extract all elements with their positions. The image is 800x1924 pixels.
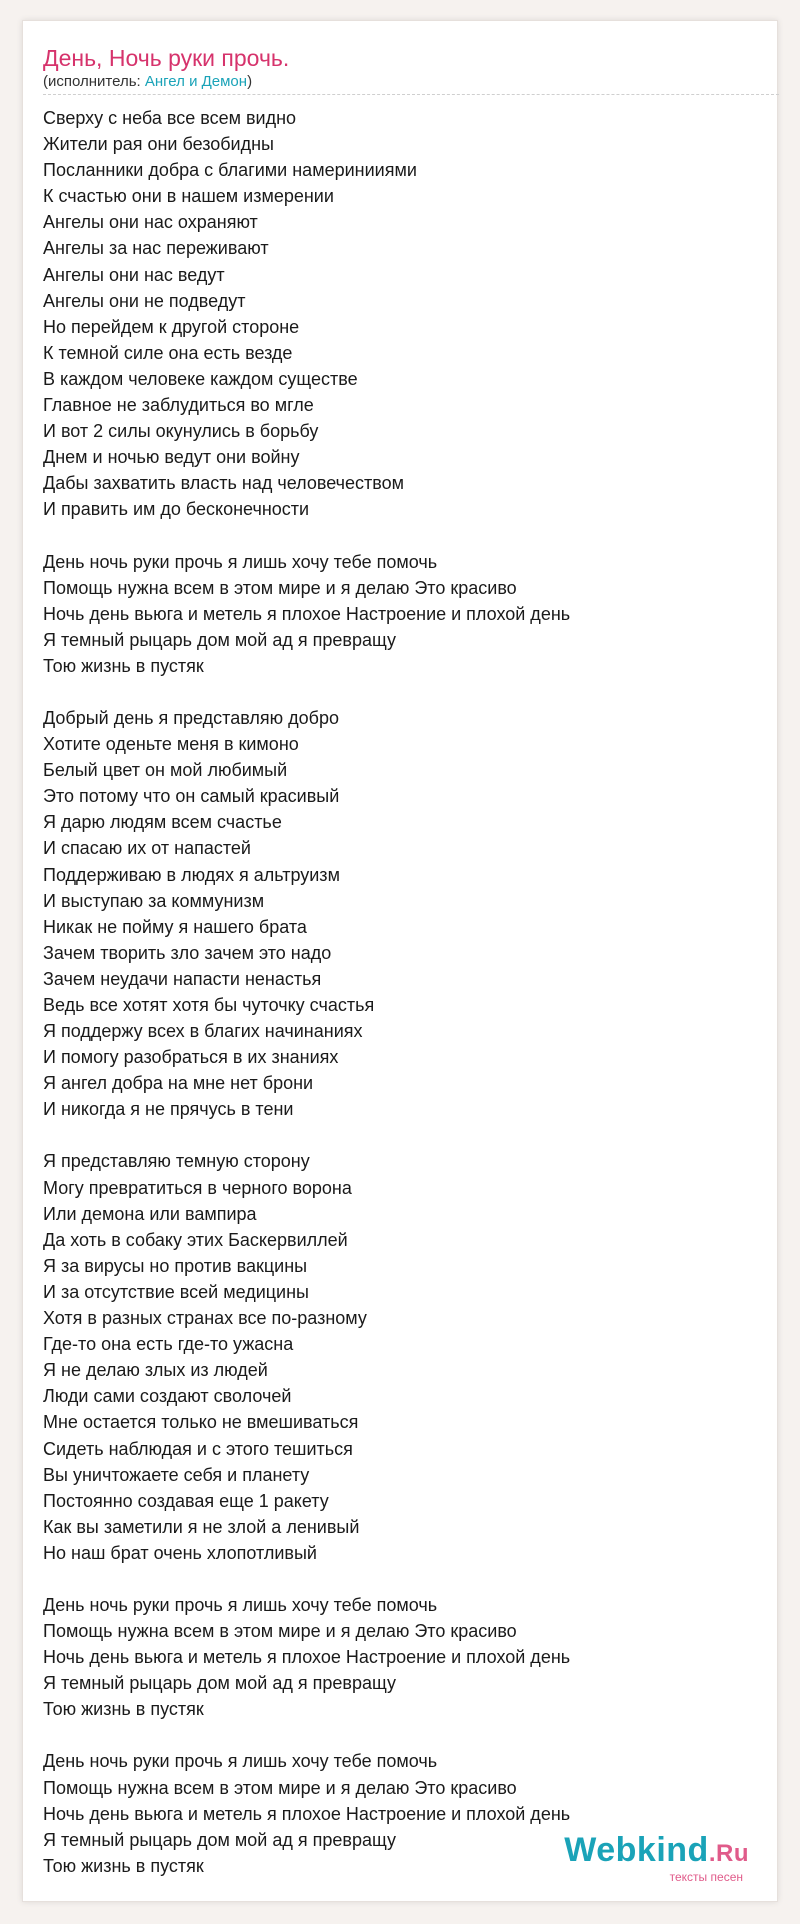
lyrics-line: Я не делаю злых из людей (43, 1360, 268, 1381)
lyrics-line: Я темный рыцарь дом мой ад я превращу (43, 629, 396, 650)
lyrics-line: Я ангел добра на мне нет брони (43, 1073, 314, 1094)
lyrics-line: Ангелы за нас переживают (43, 238, 269, 259)
lyrics-line: День ночь руки прочь я лишь хочу тебе помочь (43, 1751, 438, 1772)
lyrics-line: Люди сами создают сволочей (43, 1386, 292, 1407)
lyrics-line: Ночь день вьюга и метель я плохое Настроение и плохой день (43, 1803, 571, 1824)
lyrics-line: Как вы заметили я не злой а ленивый (43, 1516, 360, 1537)
lyrics-line: Вы уничтожаете себя и планету (43, 1464, 310, 1485)
lyrics-card (22, 20, 778, 1902)
lyrics-line: И выступаю за коммунизм (43, 890, 265, 911)
lyrics-line: В каждом человеке каждом существе (43, 368, 358, 389)
lyrics-line: Хотите оденьте меня в кимоно (43, 734, 299, 755)
lyrics-line: Тою жизнь в пустяк (43, 1699, 204, 1720)
lyrics-line: Помощь нужна всем в этом мире и я делаю Это красиво (43, 1621, 517, 1642)
lyrics-line: Тою жизнь в пустяк (43, 1855, 204, 1876)
lyrics-line: Поддерживаю в людях я альтруизм (43, 864, 340, 885)
lyrics-stanza (43, 1148, 763, 1566)
lyrics-line: Я темный рыцарь дом мой ад я превращу (43, 1829, 396, 1850)
lyrics-line: Помощь нужна всем в этом мире и я делаю Это красиво (43, 577, 517, 598)
lyrics-line: Это потому что он самый красивый (43, 786, 340, 807)
lyrics-line: К темной силе она есть везде (43, 342, 293, 363)
lyrics-line: Тою жизнь в пустяк (43, 655, 204, 676)
lyrics-line: Сверху с неба все всем видно (43, 108, 297, 128)
lyrics-line: Помощь нужна всем в этом мире и я делаю Это красиво (43, 1777, 517, 1798)
lyrics-line: И править им до бесконечности (43, 499, 310, 520)
title-divider (43, 94, 779, 95)
lyrics-line: Главное не заблудиться во мгле (43, 395, 314, 416)
lyrics-line: Зачем творить зло зачем это надо (43, 942, 332, 963)
lyrics-line: Я за вирусы но против вакцины (43, 1255, 308, 1276)
lyrics-line: Посланники добра с благими намеринииями (43, 160, 417, 181)
site-logo[interactable] (564, 1833, 749, 1883)
artist-line (43, 72, 252, 92)
lyrics-line: Ночь день вьюга и метель я плохое Настроение и плохой день (43, 1647, 571, 1668)
lyrics-line: Или демона или вампира (43, 1203, 257, 1224)
lyrics-line: Дабы захватить власть над человечеством (43, 473, 405, 494)
lyrics-line: Но наш брат очень хлопотливый (43, 1542, 317, 1563)
lyrics-line: Могу превратиться в черного ворона (43, 1177, 352, 1198)
logo-main-text: Webkind (564, 1831, 709, 1869)
logo-wordmark (564, 1833, 749, 1871)
lyrics-line: Никак не пойму я нашего брата (43, 916, 307, 937)
logo-tagline: тексты песен (669, 1870, 743, 1884)
lyrics-line: Хотя в разных странах все по-разному (43, 1308, 367, 1329)
lyrics-stanza (43, 1592, 763, 1722)
artist-prefix: (исполнитель: (43, 73, 145, 90)
lyrics-line: И помогу разобраться в их знаниях (43, 1047, 339, 1068)
lyrics-line: Сидеть наблюдая и с этого тешиться (43, 1438, 353, 1459)
artist-link[interactable]: Ангел и Демон (144, 73, 248, 90)
lyrics-line: Ночь день вьюга и метель я плохое Настроение и плохой день (43, 603, 571, 624)
lyrics-line: К счастью они в нашем измерении (43, 186, 334, 207)
song-title: День, Ночь руки прочь. (43, 45, 290, 71)
lyrics-line: Белый цвет он мой любимый (43, 760, 288, 781)
lyrics-line: Жители рая они безобидны (43, 134, 274, 155)
lyrics-line: И за отсутствие всей медицины (43, 1281, 309, 1302)
lyrics-line: Добрый день я представляю добро (43, 707, 339, 728)
lyrics-line: Я темный рыцарь дом мой ад я превращу (43, 1673, 396, 1694)
lyrics-line: День ночь руки прочь я лишь хочу тебе помочь (43, 551, 438, 572)
lyrics-line: Да хоть в собаку этих Баскервиллей (43, 1229, 348, 1250)
logo-tld: .Ru (708, 1840, 749, 1867)
lyrics-line: И никогда я не прячусь в тени (43, 1099, 294, 1120)
lyrics-line: Ангелы они не подведут (43, 290, 246, 311)
lyrics-line: И вот 2 силы окунулись в борьбу (43, 421, 319, 442)
lyrics-line: Я дарю людям всем счастье (43, 812, 282, 833)
lyrics-body (43, 105, 763, 1905)
lyrics-line: Мне остается только не вмешиваться (43, 1412, 359, 1433)
lyrics-line: День ночь руки прочь я лишь хочу тебе помочь (43, 1594, 438, 1615)
lyrics-line: И спасаю их от напастей (43, 838, 251, 859)
lyrics-line: Я представляю темную сторону (43, 1151, 310, 1172)
lyrics-line: Постоянно создавая еще 1 ракету (43, 1490, 329, 1511)
lyrics-line: Я поддержу всех в благих начинаниях (43, 1021, 363, 1042)
lyrics-line: Ангелы они нас ведут (43, 264, 225, 285)
lyrics-line: Но перейдем к другой стороне (43, 316, 300, 337)
lyrics-line: Ведь все хотят хотя бы чуточку счастья (43, 995, 375, 1015)
artist-suffix: ) (247, 73, 253, 90)
lyrics-line: Где-то она есть где-то ужасна (43, 1334, 294, 1355)
lyrics-stanza (43, 705, 763, 1123)
lyrics-line: Зачем неудачи напасти ненастья (43, 968, 322, 989)
lyrics-line: Ангелы они нас охраняют (43, 212, 258, 233)
lyrics-stanza (43, 549, 763, 679)
lyrics-stanza (43, 105, 763, 523)
lyrics-line: Днем и ночью ведут они войну (43, 447, 300, 468)
